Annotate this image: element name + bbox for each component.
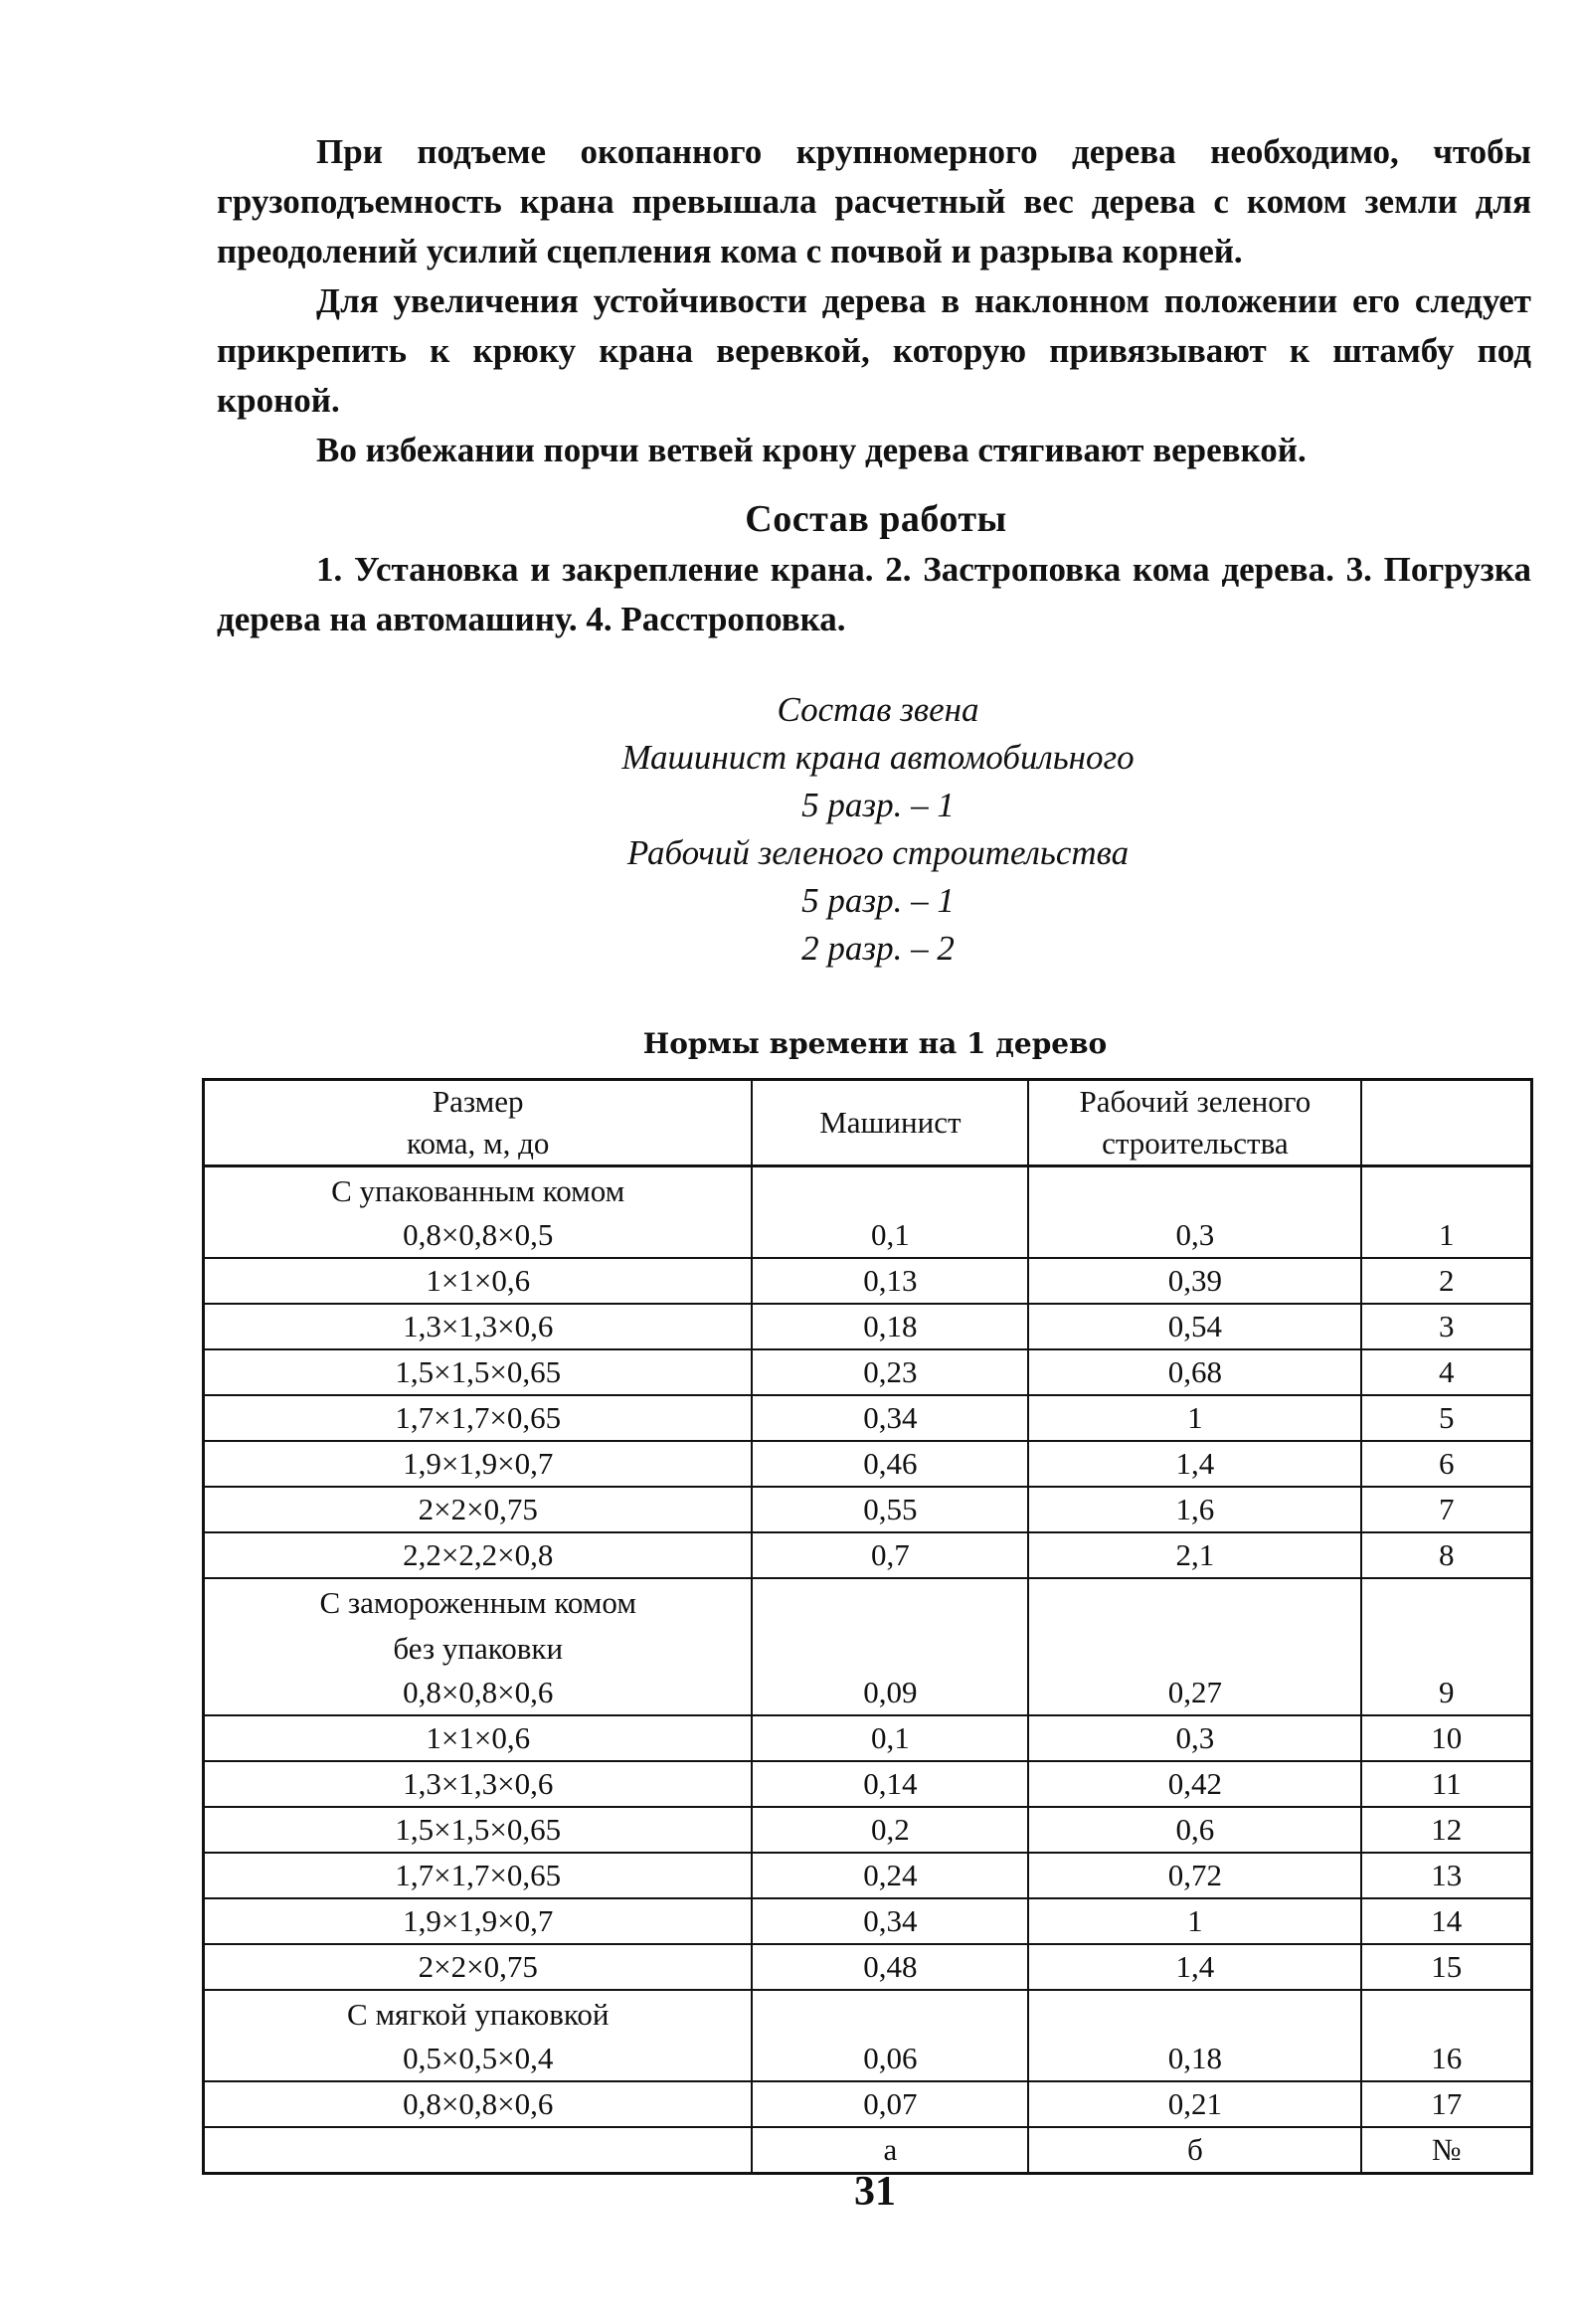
cell-size: 2×2×0,75 [204,1944,753,1990]
cell-operator: 0,2 [752,1807,1028,1853]
cell-operator: 0,07 [752,2081,1028,2127]
cell-size: 1,3×1,3×0,6 [204,1304,753,1349]
cell-worker: 1,4 [1028,1441,1361,1487]
paragraph-crane-capacity: При подъеме окопанного крупномерного дерева необходимо, чтобы грузоподъемность крана превышала расчетный вес дерева с комом земли для преодолений усилий сцепления кома с почвой и разрыва корней. [217,132,1531,270]
table-title: Нормы времени на 1 дерево [642,1027,1108,1060]
table-row [204,1715,1532,1761]
cell-number: 6 [1361,1441,1531,1487]
table-row [204,1532,1532,1578]
table-row [204,1671,1532,1715]
crew-line: Машинист крана автомобильного [621,738,1135,777]
work-steps: 1. Установка и закрепление крана. 2. Застроповка кома дерева. 3. Погрузка дерева на автомашину. 4. Расстроповка. [217,550,1531,638]
table-header-row [204,1080,1532,1166]
group-label-row [204,1625,1532,1671]
paragraph-branches: Во избежании порчи ветвей крону дерева стягивают веревкой. [316,431,1307,469]
cell-number: 5 [1361,1395,1531,1441]
cell-worker: 0,54 [1028,1304,1361,1349]
cell-operator: 0,55 [752,1487,1028,1532]
cell-size: 2,2×2,2×0,8 [204,1532,753,1578]
empty-cell [1361,1990,1531,2037]
crew-line: 5 разр. – 1 [801,786,955,824]
cell-size: 0,8×0,8×0,6 [204,1671,753,1715]
empty-cell [1361,1625,1531,1671]
table-row [204,1944,1532,1990]
cell-operator: 0,23 [752,1349,1028,1395]
empty-cell [1028,1625,1361,1671]
cell-size: 1,5×1,5×0,65 [204,1807,753,1853]
footer-cell [204,2127,753,2174]
header-worker [1028,1080,1361,1166]
cell-number: 3 [1361,1304,1531,1349]
empty-cell [1028,1990,1361,2037]
group-label-row [204,1578,1532,1625]
cell-worker: 0,72 [1028,1853,1361,1898]
cell-worker: 0,39 [1028,1258,1361,1304]
cell-size: 1,9×1,9×0,7 [204,1441,753,1487]
group-label: С замороженным комом [204,1578,753,1625]
cell-number: 7 [1361,1487,1531,1532]
footer-cell: № [1361,2127,1531,2174]
group-label: без упаковки [204,1625,753,1671]
cell-worker: 2,1 [1028,1532,1361,1578]
cell-number: 11 [1361,1761,1531,1807]
cell-number: 4 [1361,1349,1531,1395]
crew-line: 5 разр. – 1 [801,881,955,920]
cell-size: 1×1×0,6 [204,1715,753,1761]
header-size-line1: Размер [432,1084,524,1119]
empty-cell [752,1166,1028,1214]
empty-cell [1028,1166,1361,1214]
table-row [204,1441,1532,1487]
cell-size: 2×2×0,75 [204,1487,753,1532]
cell-number: 12 [1361,1807,1531,1853]
cell-number: 17 [1361,2081,1531,2127]
cell-worker: 0,27 [1028,1671,1361,1715]
cell-number: 2 [1361,1258,1531,1304]
cell-number: 1 [1361,1213,1531,1258]
cell-operator: 0,24 [752,1853,1028,1898]
cell-number: 15 [1361,1944,1531,1990]
cell-number: 16 [1361,2037,1531,2081]
header-number [1361,1080,1531,1166]
cell-operator: 0,13 [752,1258,1028,1304]
cell-operator: 0,46 [752,1441,1028,1487]
cell-number: 13 [1361,1853,1531,1898]
table-row [204,1258,1532,1304]
crew-line: 2 разр. – 2 [801,929,955,968]
table-row [204,1807,1532,1853]
footer-cell: б [1028,2127,1361,2174]
cell-operator: 0,1 [752,1213,1028,1258]
header-operator: Машинист [752,1080,1028,1166]
table-row [204,2037,1532,2081]
cell-worker: 0,6 [1028,1807,1361,1853]
footer-cell: а [752,2127,1028,2174]
crew-line: Рабочий зеленого строительства [626,833,1130,872]
group-label-row [204,1990,1532,2037]
header-worker-line1: Рабочий зеленого [1079,1084,1312,1119]
table-row [204,1761,1532,1807]
cell-operator: 0,18 [752,1304,1028,1349]
cell-number: 14 [1361,1898,1531,1944]
cell-size: 1,7×1,7×0,65 [204,1395,753,1441]
paragraph-stability: Для увеличения устойчивости дерева в наклонном положении его следует прикрепить к крюку крана веревкой, которую привязывают к штамбу под кроной. [217,281,1531,420]
group-label: С упакованным комом [204,1166,753,1214]
table-row [204,1395,1532,1441]
cell-size: 1,7×1,7×0,65 [204,1853,753,1898]
cell-worker: 0,68 [1028,1349,1361,1395]
crew-composition [0,686,1577,973]
cell-operator: 0,34 [752,1898,1028,1944]
cell-number: 9 [1361,1671,1531,1715]
cell-worker: 0,3 [1028,1213,1361,1258]
cell-size: 1×1×0,6 [204,1258,753,1304]
cell-operator: 0,48 [752,1944,1028,1990]
cell-operator: 0,09 [752,1671,1028,1715]
group-label-row [204,1166,1532,1214]
cell-size: 1,9×1,9×0,7 [204,1898,753,1944]
empty-cell [1028,1578,1361,1625]
cell-operator: 0,06 [752,2037,1028,2081]
cell-operator: 0,7 [752,1532,1028,1578]
table-row [204,1487,1532,1532]
cell-worker: 1 [1028,1395,1361,1441]
norms-table [202,1078,1533,2175]
cell-worker: 0,42 [1028,1761,1361,1807]
empty-cell [752,1625,1028,1671]
cell-worker: 0,18 [1028,2037,1361,2081]
table-row [204,1853,1532,1898]
cell-size: 0,8×0,8×0,5 [204,1213,753,1258]
empty-cell [1361,1166,1531,1214]
cell-worker: 0,3 [1028,1715,1361,1761]
cell-size: 1,3×1,3×0,6 [204,1761,753,1807]
cell-operator: 0,1 [752,1715,1028,1761]
empty-cell [752,1990,1028,2037]
cell-worker: 1 [1028,1898,1361,1944]
cell-worker: 0,21 [1028,2081,1361,2127]
table-footer-row [204,2127,1532,2174]
header-size [204,1080,753,1166]
cell-number: 8 [1361,1532,1531,1578]
table-row [204,1349,1532,1395]
empty-cell [1361,1578,1531,1625]
cell-operator: 0,34 [752,1395,1028,1441]
cell-worker: 1,6 [1028,1487,1361,1532]
crew-heading: Состав звена [777,690,979,729]
header-worker-line2: строительства [1102,1126,1289,1161]
cell-worker: 1,4 [1028,1944,1361,1990]
work-heading: Состав работы [745,498,1007,540]
header-size-line2: кома, м, до [406,1126,550,1161]
cell-size: 0,8×0,8×0,6 [204,2081,753,2127]
table-row [204,1898,1532,1944]
table-row [204,2081,1532,2127]
empty-cell [752,1578,1028,1625]
table-row [204,1213,1532,1258]
group-label: С мягкой упаковкой [204,1990,753,2037]
table-row [204,1304,1532,1349]
cell-size: 0,5×0,5×0,4 [204,2037,753,2081]
cell-number: 10 [1361,1715,1531,1761]
cell-size: 1,5×1,5×0,65 [204,1349,753,1395]
page-number: 31 [854,2169,896,2215]
cell-operator: 0,14 [752,1761,1028,1807]
